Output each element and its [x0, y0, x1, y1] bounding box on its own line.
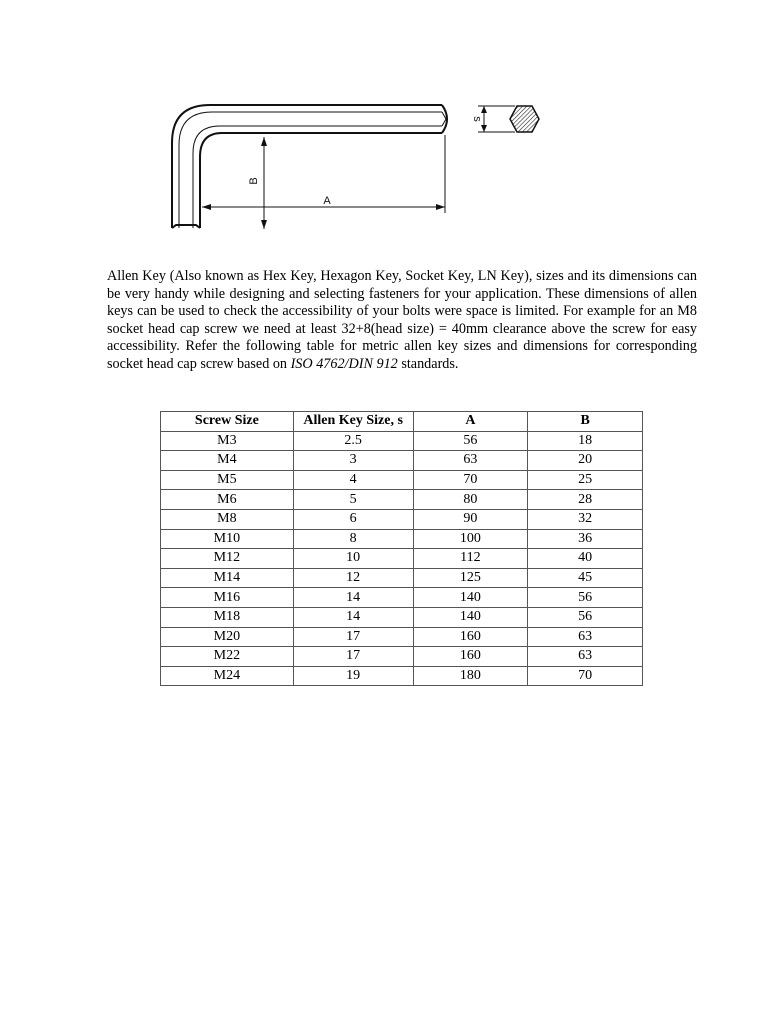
table-row: [161, 588, 643, 608]
cell-a: 56: [413, 431, 528, 451]
cell-b: 32: [528, 509, 643, 529]
cell-allen-key-size: 5: [293, 490, 413, 510]
header-allen-key-size: Allen Key Size, s: [293, 412, 413, 432]
header-b: B: [528, 412, 643, 432]
cell-b: 45: [528, 568, 643, 588]
table-body: [161, 431, 643, 686]
cell-screw-size: M8: [161, 509, 294, 529]
cell-a: 112: [413, 549, 528, 569]
cell-screw-size: M24: [161, 666, 294, 686]
table-row: [161, 568, 643, 588]
dimension-label-a: A: [323, 195, 331, 207]
table-row: [161, 627, 643, 647]
cell-screw-size: M16: [161, 588, 294, 608]
header-screw-size: Screw Size: [161, 412, 294, 432]
cell-screw-size: M3: [161, 431, 294, 451]
paragraph-text-end: standards.: [397, 355, 459, 372]
cell-allen-key-size: 10: [293, 549, 413, 569]
cell-a: 100: [413, 529, 528, 549]
cell-a: 160: [413, 627, 528, 647]
cell-screw-size: M22: [161, 647, 294, 667]
paragraph-text: Allen Key (Also known as Hex Key, Hexagon Key, Socket Key, LN Key), sizes and its dimensions can be very handy while designing and selecting fasteners for your application. These dimensions of allen keys can be used to check the accessibility of your bolts were space is limited. For example for an M8 socket head cap screw we need at least 32+8(head size) = 40mm clearance above the screw for easy accessibility. Refer the following table for metric allen key sizes and dimensions for corresponding socket head cap screw based on: [107, 268, 697, 372]
cell-allen-key-size: 17: [293, 647, 413, 667]
cell-allen-key-size: 14: [293, 607, 413, 627]
table-row: [161, 647, 643, 667]
dimension-label-b: B: [248, 177, 260, 185]
table-row: [161, 549, 643, 569]
standard-reference: ISO 4762/DIN 912: [290, 355, 398, 372]
allen-key-size-table: [160, 411, 643, 686]
cell-a: 90: [413, 509, 528, 529]
cell-b: 28: [528, 490, 643, 510]
cell-a: 70: [413, 470, 528, 490]
cell-screw-size: M18: [161, 607, 294, 627]
allen-key-diagram-icon: [160, 95, 560, 235]
cell-a: 125: [413, 568, 528, 588]
table-row: [161, 607, 643, 627]
cell-b: 25: [528, 470, 643, 490]
cell-allen-key-size: 12: [293, 568, 413, 588]
table-row: [161, 431, 643, 451]
table-row: [161, 470, 643, 490]
table-row: [161, 490, 643, 510]
table-row: [161, 666, 643, 686]
cell-screw-size: M10: [161, 529, 294, 549]
allen-key-diagram: [160, 95, 560, 235]
cell-screw-size: M12: [161, 549, 294, 569]
cell-b: 56: [528, 588, 643, 608]
cell-allen-key-size: 3: [293, 451, 413, 471]
intro-paragraph: [107, 268, 697, 374]
cell-b: 63: [528, 647, 643, 667]
cell-a: 63: [413, 451, 528, 471]
table-row: [161, 529, 643, 549]
cell-b: 40: [528, 549, 643, 569]
cell-a: 140: [413, 607, 528, 627]
table-row: [161, 451, 643, 471]
cell-screw-size: M14: [161, 568, 294, 588]
cell-allen-key-size: 17: [293, 627, 413, 647]
dimension-label-s: s: [471, 116, 483, 122]
cell-allen-key-size: 4: [293, 470, 413, 490]
cell-b: 56: [528, 607, 643, 627]
cell-allen-key-size: 14: [293, 588, 413, 608]
cell-allen-key-size: 8: [293, 529, 413, 549]
cell-b: 63: [528, 627, 643, 647]
cell-allen-key-size: 6: [293, 509, 413, 529]
cell-screw-size: M20: [161, 627, 294, 647]
cell-a: 80: [413, 490, 528, 510]
cell-b: 18: [528, 431, 643, 451]
cell-a: 160: [413, 647, 528, 667]
cell-b: 36: [528, 529, 643, 549]
cell-screw-size: M6: [161, 490, 294, 510]
cell-screw-size: M4: [161, 451, 294, 471]
table-row: [161, 509, 643, 529]
table-header-row: [161, 412, 643, 432]
cell-a: 180: [413, 666, 528, 686]
cell-b: 20: [528, 451, 643, 471]
header-a: A: [413, 412, 528, 432]
cell-allen-key-size: 2.5: [293, 431, 413, 451]
cell-b: 70: [528, 666, 643, 686]
cell-allen-key-size: 19: [293, 666, 413, 686]
cell-a: 140: [413, 588, 528, 608]
cell-screw-size: M5: [161, 470, 294, 490]
